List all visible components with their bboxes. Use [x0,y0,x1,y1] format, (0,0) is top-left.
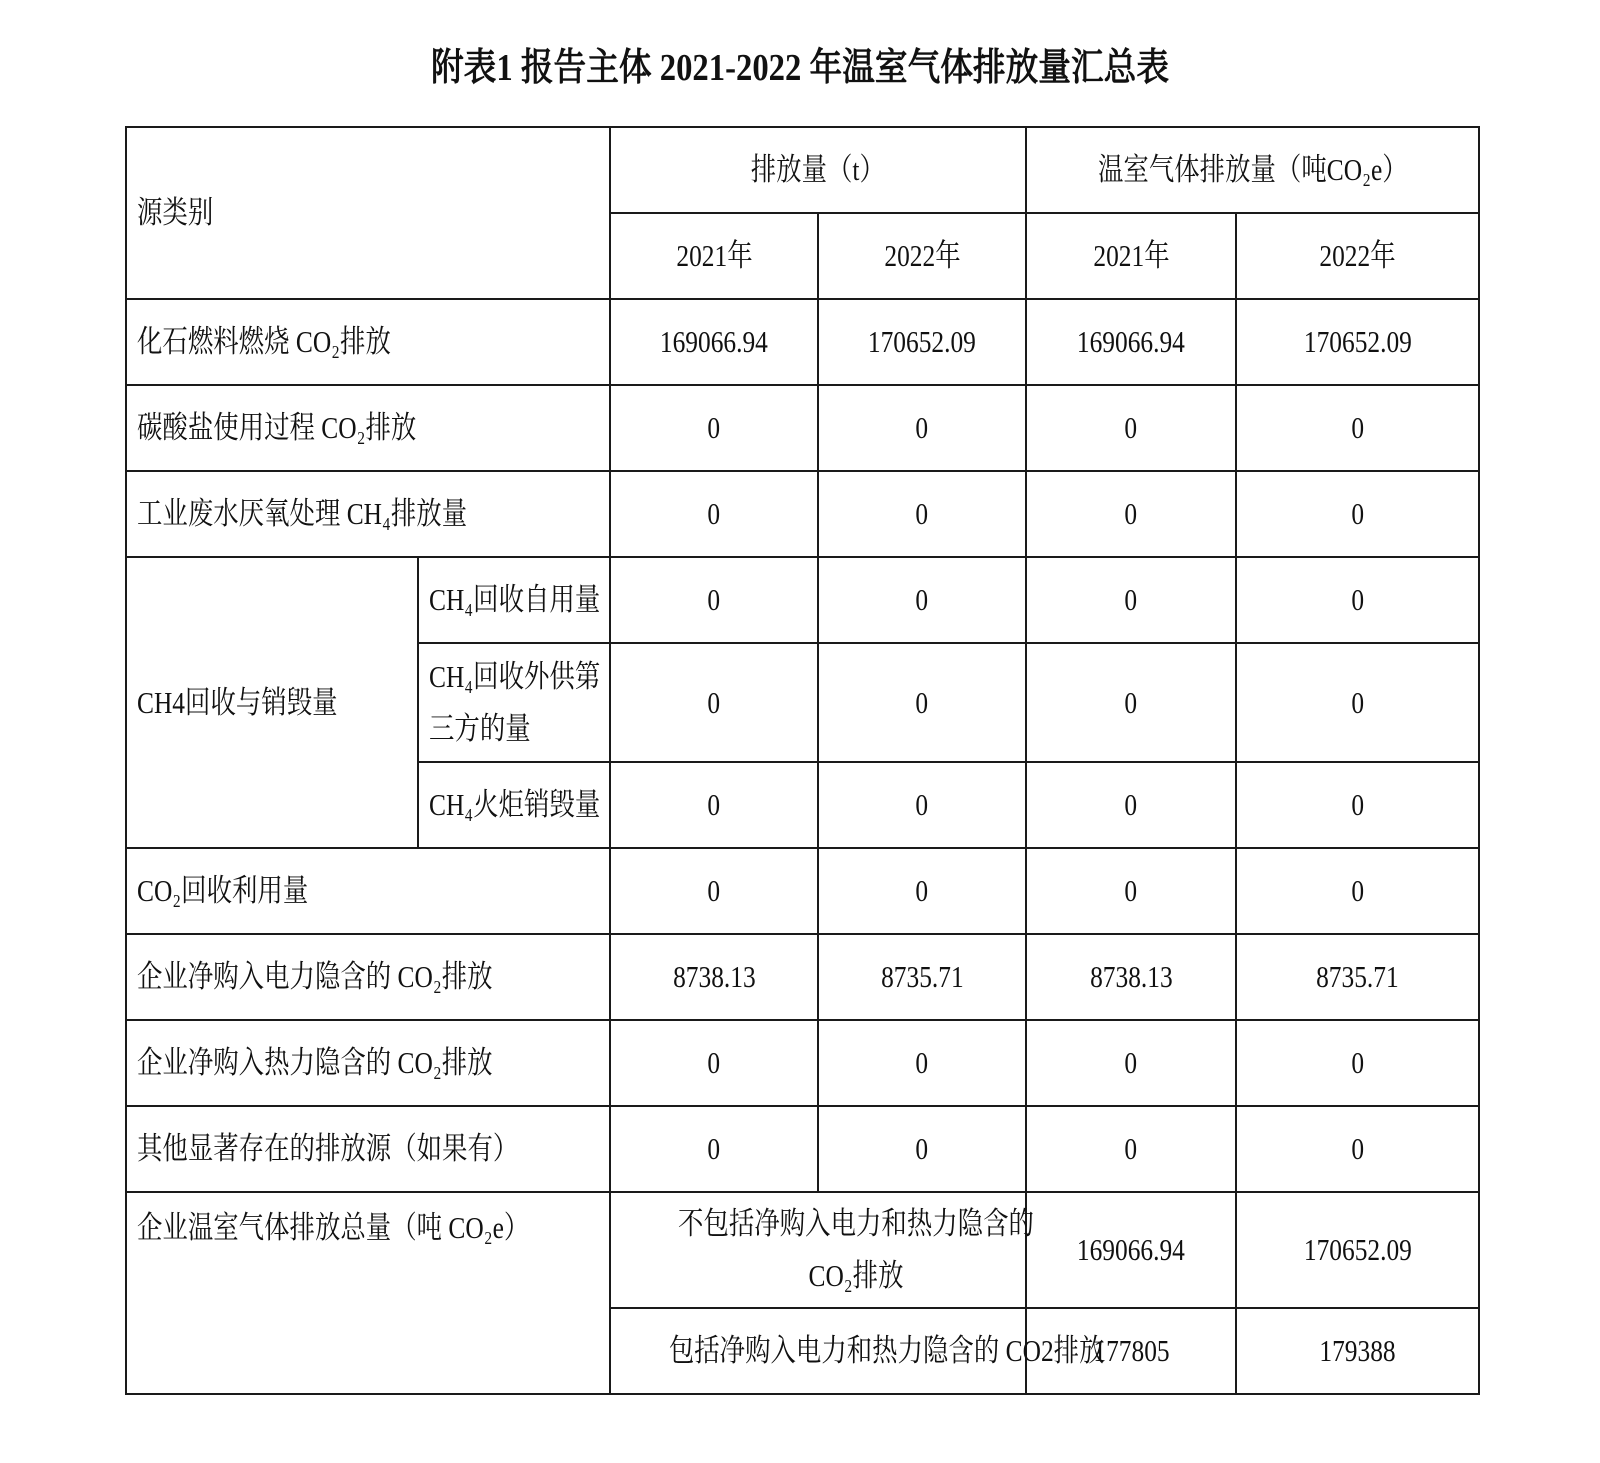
row-value: 177805 [1026,1308,1236,1394]
row-value: 0 [818,848,1026,934]
row-value: 0 [1236,762,1479,848]
header-source-category: 源类别 [126,127,610,299]
page-title: 附表1 报告主体 2021-2022 年温室气体排放量汇总表 [430,47,1170,89]
table-row [126,471,1479,557]
row-label: 工业废水厌氧处理 CH₄排放量 [126,471,610,557]
row-value: 8735.71 [818,934,1026,1020]
row-value: 170652.09 [818,299,1026,385]
row-value: 0 [1026,643,1236,762]
total-including-label: 包括净购入电力和热力隐含的 CO2排放 [610,1308,1026,1394]
row-value: 0 [818,385,1026,471]
row-value: 0 [610,1106,818,1192]
row-value: 0 [818,762,1026,848]
emissions-summary-table [125,126,1480,1395]
row-value: 8735.71 [1236,934,1479,1020]
row-label: 化石燃料燃烧 CO₂排放 [126,299,610,385]
table-row [126,299,1479,385]
table-row [126,934,1479,1020]
row-value: 0 [818,471,1026,557]
header-ghg-group: 温室气体排放量（吨CO₂e） [1026,127,1479,213]
row-sublabel: CH₄火炬销毁量 [418,762,610,848]
row-value: 0 [818,1020,1026,1106]
total-label: 企业温室气体排放总量（吨 CO₂e） [126,1192,610,1394]
row-value: 0 [1236,1020,1479,1106]
row-label: 企业净购入热力隐含的 CO₂排放 [126,1020,610,1106]
row-value: 0 [610,848,818,934]
ch4-group-label: CH4回收与销毁量 [126,557,418,848]
row-sublabel: CH₄回收外供第三方的量 [418,643,610,762]
row-value: 0 [610,762,818,848]
row-value: 170652.09 [1236,1192,1479,1308]
row-label: 碳酸盐使用过程 CO₂排放 [126,385,610,471]
row-value: 0 [1026,1020,1236,1106]
row-value: 0 [1236,643,1479,762]
table-row [126,1106,1479,1192]
row-value: 8738.13 [610,934,818,1020]
row-value: 0 [1026,471,1236,557]
row-label: 其他显著存在的排放源（如果有） [126,1106,610,1192]
row-value: 179388 [1236,1308,1479,1394]
table-row [126,1020,1479,1106]
header-emission-group: 排放量（t） [610,127,1026,213]
row-value: 0 [610,385,818,471]
row-label: CO₂回收利用量 [126,848,610,934]
row-value: 0 [610,643,818,762]
row-value: 0 [818,557,1026,643]
row-value: 0 [1026,385,1236,471]
row-value: 0 [818,643,1026,762]
row-value: 8738.13 [1026,934,1236,1020]
header-year: 2022年 [1236,213,1479,299]
header-row-1 [126,127,1479,213]
row-value: 0 [1236,385,1479,471]
row-label: 企业净购入电力隐含的 CO₂排放 [126,934,610,1020]
row-value: 0 [1026,1106,1236,1192]
row-value: 0 [1026,762,1236,848]
row-value: 0 [610,557,818,643]
row-value: 0 [1236,557,1479,643]
row-sublabel: CH₄回收自用量 [418,557,610,643]
total-row-excluding [126,1192,1479,1308]
row-value: 0 [818,1106,1026,1192]
row-value: 0 [1236,1106,1479,1192]
row-value: 0 [1236,848,1479,934]
row-value: 0 [610,1020,818,1106]
row-value: 0 [1026,557,1236,643]
total-excluding-label: 不包括净购入电力和热力隐含的 CO₂排放 [610,1192,1026,1308]
row-value: 0 [1236,471,1479,557]
header-year: 2021年 [1026,213,1236,299]
table-row [126,385,1479,471]
row-value: 169066.94 [1026,299,1236,385]
row-value: 169066.94 [1026,1192,1236,1308]
row-value: 0 [1026,848,1236,934]
table-row [126,848,1479,934]
table-row [126,557,1479,643]
row-value: 169066.94 [610,299,818,385]
header-year: 2021年 [610,213,818,299]
row-value: 0 [610,471,818,557]
header-year: 2022年 [818,213,1026,299]
row-value: 170652.09 [1236,299,1479,385]
